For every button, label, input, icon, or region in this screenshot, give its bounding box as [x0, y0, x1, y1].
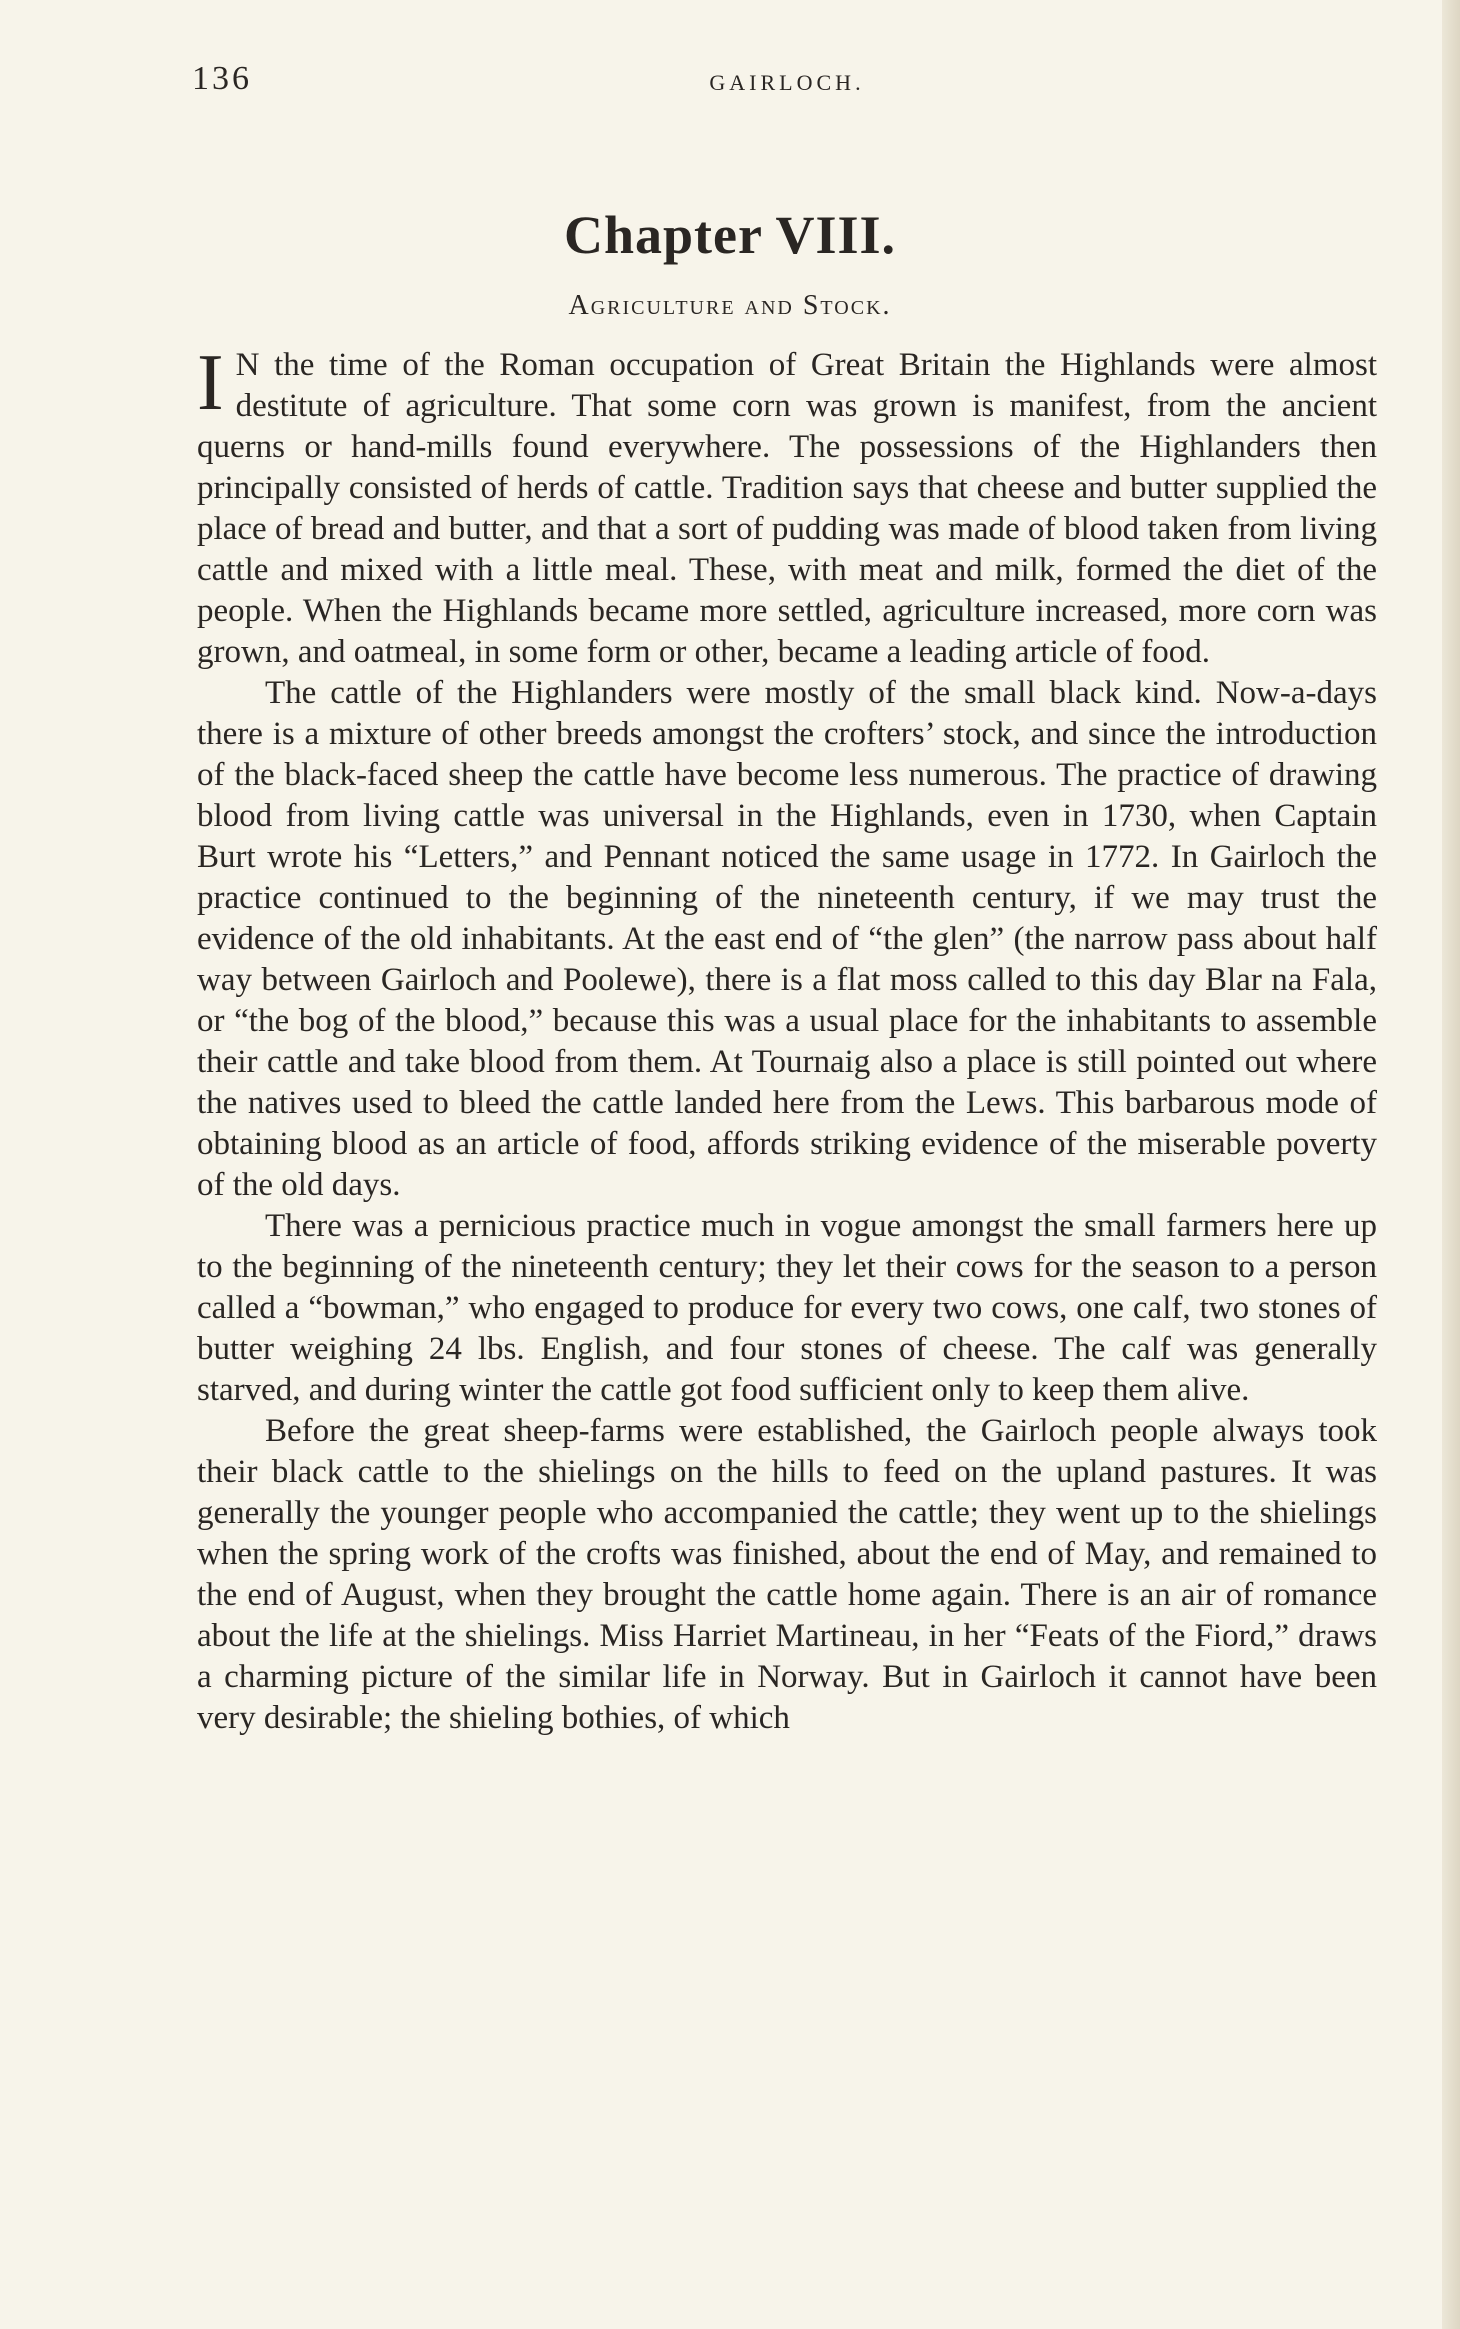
- paragraph-4: Before the great sheep-farms were established, the Gairloch people always took their black cattle to the shielings on the hills to feed on the upland pastures. It was generally the younger people who accompanied the cattle; they went up to the shielings when the spring work of the crofts was finished, about the end of May, and remained to the end of August, when they brought the cattle home again. There is an air of romance about the life at the shielings. Miss Harriet Martineau, in her “Feats of the Fiord,” draws a charming picture of the similar life in Norway. But in Gairloch it cannot have been very desirable; the shieling bothies, of which: [197, 1413, 1377, 1736]
- page-number: 136: [192, 60, 252, 97]
- running-title: GAIRLOCH.: [709, 70, 865, 95]
- paragraph-1-text: N the time of the Roman occupation of Great Britain the Highlands were almost destitute of agriculture. That some corn was grown is manifest, from the ancient querns or hand-mills found everywhere. The possessions of the Highlanders then principally consisted of herds of cattle. Tradition says that cheese and butter supplied the place of bread and butter, and that a sort of pudding was made of blood taken from living cattle and mixed with a little meal. These, with meat and milk, formed the diet of the people. When the Highlands became more settled, agriculture increased, more corn was grown, and oatmeal, in some form or other, became a leading article of food.: [197, 347, 1377, 670]
- body-text: [197, 339, 1377, 1739]
- paragraph-1: [197, 339, 1377, 673]
- page-header: [192, 60, 1382, 110]
- paragraph-2: The cattle of the Highlanders were mostly of the small black kind. Now-a-days there is a mixture of other breeds amongst the crofters’ stock, and since the introduction of the black-faced sheep the cattle have become less numerous. The practice of drawing blood from living cattle was universal in the Highlands, even in 1730, when Captain Burt wrote his “Letters,” and Pennant noticed the same usage in 1772. In Gairloch the practice continued to the beginning of the nineteenth century, if we may trust the evidence of the old inhabitants. At the east end of “the glen” (the narrow pass about half way between Gairloch and Poolewe), there is a flat moss called to this day Blar na Fala, or “the bog of the blood,” because this was a usual place for the inhabitants to assemble their cattle and take blood from them. At Tournaig also a place is still pointed out where the natives used to bleed the cattle landed here from the Lews. This barbarous mode of obtaining blood as an article of food, affords striking evidence of the miserable poverty of the old days.: [197, 675, 1377, 1203]
- chapter-title: Chapter VIII.: [563, 205, 897, 265]
- drop-cap: I: [197, 339, 224, 427]
- paragraph-3: There was a pernicious practice much in vogue amongst the small farmers here up to the beginning of the nineteenth century; they let their cows for the season to a person called a “bowman,” who engaged to produce for every two cows, one calf, two stones of butter weighing 24 lbs. English, and four stones of cheese. The calf was generally starved, and during winter the cattle got food sufficient only to keep them alive.: [197, 1208, 1377, 1408]
- page-edge: [1442, 0, 1460, 2329]
- section-title: Agriculture and Stock.: [568, 290, 892, 321]
